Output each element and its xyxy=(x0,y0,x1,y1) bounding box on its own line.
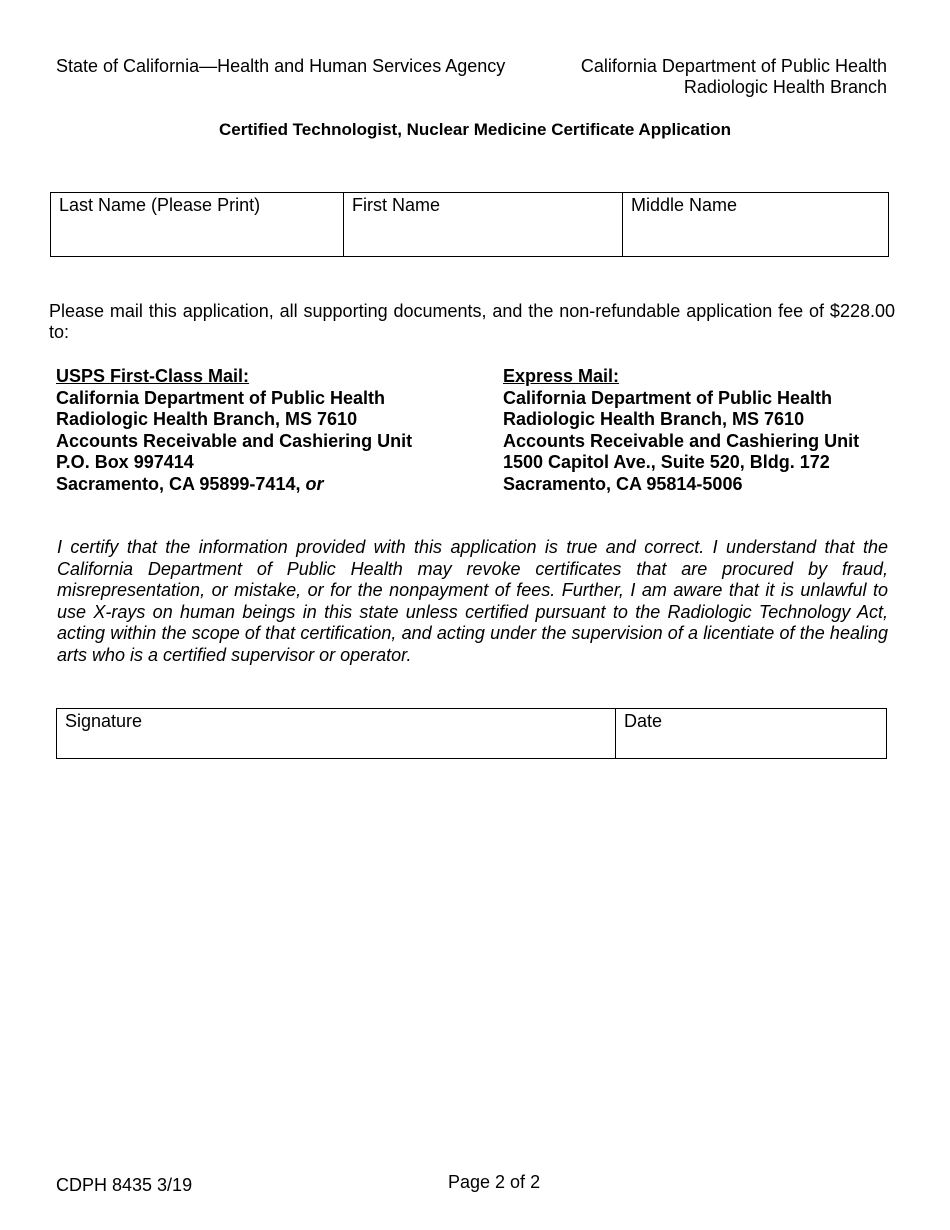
agency-name: State of California—Health and Human Services Agency xyxy=(56,56,506,76)
page-title: Certified Technologist, Nuclear Medicine Certificate Application xyxy=(219,120,731,139)
department-header xyxy=(581,56,887,98)
express-address-block xyxy=(503,366,859,495)
usps-address-line: Radiologic Health Branch, MS 7610 xyxy=(56,409,358,429)
express-address-line: Radiologic Health Branch, MS 7610 xyxy=(503,409,805,429)
usps-or-conjunction: or xyxy=(305,473,324,494)
usps-address-line: California Department of Public Health xyxy=(56,387,386,408)
signature-field[interactable] xyxy=(57,709,615,758)
department-name: California Department of Public Health xyxy=(580,56,887,76)
usps-heading: USPS First-Class Mail: xyxy=(56,366,250,386)
usps-address-city: Sacramento, CA 95899-7414, xyxy=(56,473,301,494)
certification-statement: I certify that the information provided with this application is true and correct. I understand that the California Department of Public Health may revoke certificates that are procured by fraud, misrepresentation, or mistake, or for the nonpayment of fees. Further, I am aware that it is unlawful to use X-rays on human beings in this state unless certified pursuant to the Radiologic Technology Act, acting within the scope of that certification, and acting under the supervision of a licentiate of the healing arts who is a certified supervisor or operator. xyxy=(57,537,888,665)
mailing-instructions: Please mail this application, all supporting documents, and the non-refundable application fee of $228.00 to: xyxy=(49,301,895,342)
usps-address-city-line xyxy=(56,474,412,496)
date-field[interactable] xyxy=(615,709,886,758)
name-fields-table xyxy=(50,192,889,257)
express-heading: Express Mail: xyxy=(503,366,620,386)
last-name-field[interactable] xyxy=(51,193,343,256)
signature-label: Signature xyxy=(65,711,143,731)
first-name-label: First Name xyxy=(352,195,441,215)
express-address-line: Accounts Receivable and Cashiering Unit xyxy=(503,430,860,451)
page-number: Page 2 of 2 xyxy=(448,1172,541,1192)
usps-address-line: Accounts Receivable and Cashiering Unit xyxy=(56,430,413,451)
usps-address-line: P.O. Box 997414 xyxy=(56,452,194,472)
last-name-label: Last Name (Please Print) xyxy=(59,195,261,215)
form-identifier: CDPH 8435 3/19 xyxy=(56,1175,193,1195)
middle-name-label: Middle Name xyxy=(631,195,738,215)
express-address-line: California Department of Public Health xyxy=(503,387,833,408)
express-address-line: Sacramento, CA 95814-5006 xyxy=(503,473,743,494)
date-label: Date xyxy=(624,711,663,731)
middle-name-field[interactable] xyxy=(622,193,888,256)
express-address-line: 1500 Capitol Ave., Suite 520, Bldg. 172 xyxy=(503,452,830,472)
signature-fields-table xyxy=(56,708,887,759)
usps-address-block xyxy=(56,366,412,495)
first-name-field[interactable] xyxy=(343,193,622,256)
branch-name: Radiologic Health Branch xyxy=(683,77,887,97)
